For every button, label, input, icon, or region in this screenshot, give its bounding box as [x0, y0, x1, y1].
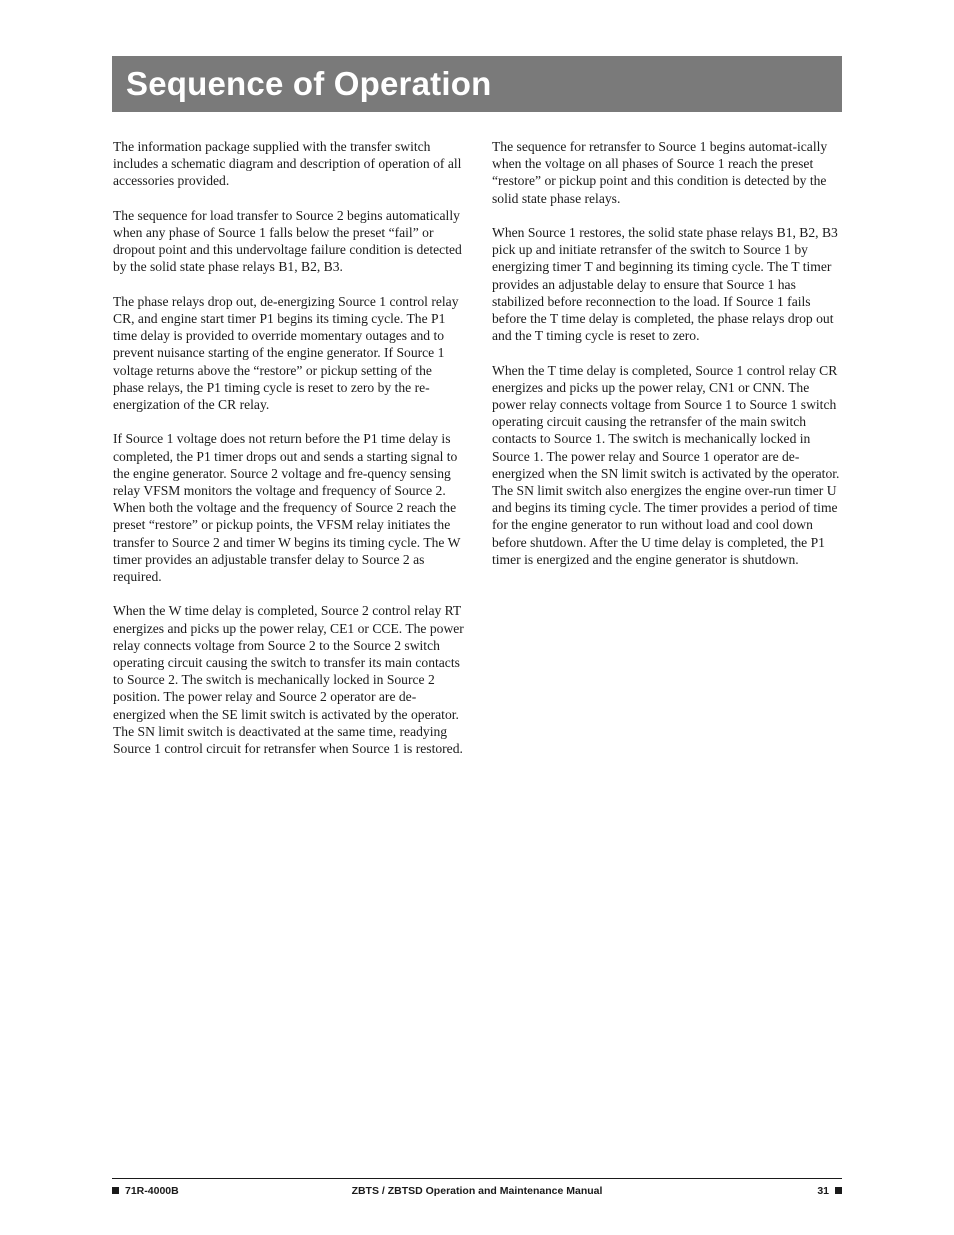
page-title-banner — [112, 56, 842, 112]
paragraph: When the W time delay is completed, Source 2 control relay RT energizes and picks up the power relay, CE1 or CCE. The power relay connects voltage from Source 2 to the Source 2 switch operating circuit causing the switch to transfer its main contacts to Source 2. The switch is mechanically locked in Source 2 position. The power relay and Source 2 operator are de-energized when the SE limit switch is activated by the operator. The SN limit switch is deactivated at the same time, readying Source 1 control circuit for retransfer when Source 1 is restored. — [113, 603, 464, 757]
left-column — [113, 138, 465, 774]
paragraph: When the T time delay is completed, Source 1 control relay CR energizes and picks up the power relay, CN1 or CNN. The power relay connects voltage from Source 1 to Source 1 switch operating circuit causing the retransfer of the main switch contacts to Source 1. The switch is mechanically locked in Source 1. The power relay and Source 1 operator are de-energized when the SN limit switch is activated by the operator. The SN limit switch also energizes the engine over-run timer U and begins its timing cycle. The timer provides a period of time for the engine generator to run without load and cool down before shutdown. After the U time delay is completed, the P1 timer is energized and the engine generator is shutdown. — [492, 362, 840, 567]
footer-divider — [112, 1178, 842, 1179]
footer-manual-title: ZBTS / ZBTSD Operation and Maintenance Manual — [351, 1185, 603, 1197]
square-bullet-icon — [835, 1187, 842, 1194]
page-footer — [112, 1185, 842, 1201]
doc-number: 71R-4000B — [125, 1185, 179, 1197]
right-column — [492, 138, 844, 585]
page-title: Sequence of Operation — [126, 65, 492, 102]
paragraph: The sequence for load transfer to Source 2 begins automatically when any phase of Source 1 falls below the preset “fail” or dropout point and this undervoltage failure condition is detected by the solid state phase relays B1, B2, B3. — [113, 207, 462, 275]
paragraph: If Source 1 voltage does not return before the P1 time delay is completed, the P1 timer drops out and sends a starting signal to the engine generator. Source 2 voltage and fre-quency sensing relay VFSM monitors the voltage and frequency of Source 2. When both the voltage and the frequency of Source 2 reach the preset “restore” or pickup points, the VFSM relay initiates the transfer to Source 2 and timer W begins its timing cycle. The W timer provides an adjustable transfer delay to Source 2 as required. — [113, 431, 461, 585]
footer-page-number-group — [817, 1185, 842, 1197]
paragraph: The information package supplied with the transfer switch includes a schematic diagram and description of operation of all accessories provided. — [113, 139, 462, 189]
page-number: 31 — [817, 1185, 829, 1197]
paragraph: The phase relays drop out, de-energizing Source 1 control relay CR, and engine start timer P1 begins its timing cycle. The P1 time delay is provided to override momentary outages and to prevent nuisance starting of the engine generator. If Source 1 voltage returns above the “restore” or pickup setting of the phase relays, the P1 timing cycle is reset to zero by the re-energization of the CR relay. — [113, 293, 459, 413]
paragraph: The sequence for retransfer to Source 1 begins automat-ically when the voltage on all phases of Source 1 reach the preset “restore” or pickup point and this condition is detected by the solid state phase relays. — [492, 139, 828, 206]
paragraph: When Source 1 restores, the solid state phase relays B1, B2, B3 pick up and initiate retransfer of the switch to Source 1 by energizing timer T and beginning its timing cycle. The T timer provides an adjustable delay to ensure that Source 1 has stabilized before reconnection to the load. If Source 1 fails before the T time delay is completed, the phase relays drop out and the T timing cycle is reset to zero. — [492, 225, 838, 344]
